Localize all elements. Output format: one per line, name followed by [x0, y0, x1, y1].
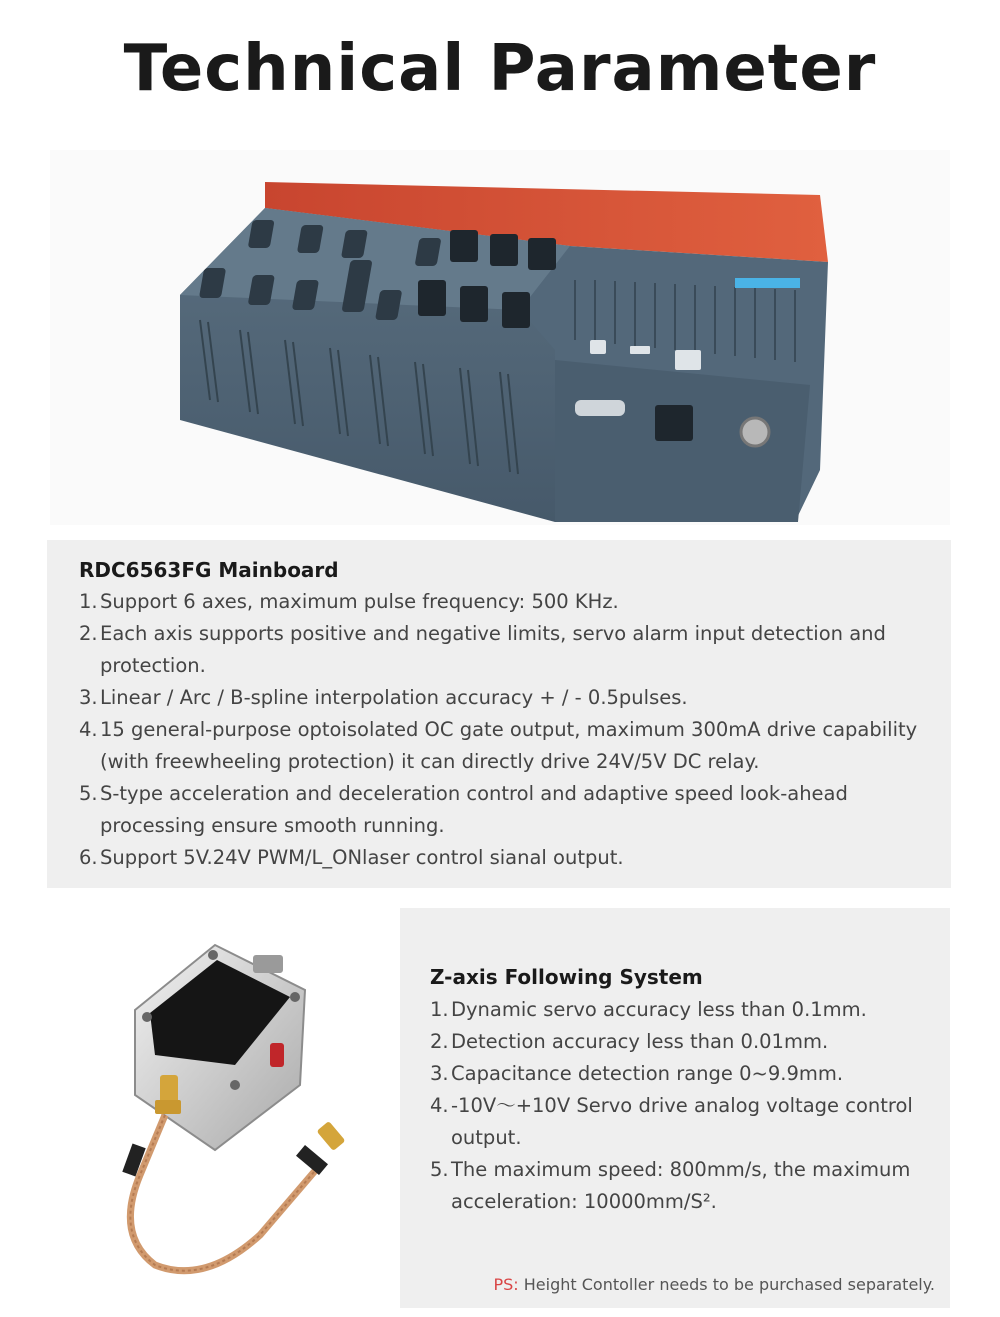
list-item: 3. Capacitance detection range 0~9.9mm.: [430, 1062, 844, 1085]
controller-mainboard-icon: [50, 150, 950, 525]
list-item: 2. Detection accuracy less than 0.01mm.: [430, 1030, 829, 1053]
list-item: 6. Support 5V.24V PWM/L_ONlaser control sianal output.: [79, 846, 624, 869]
list-item: 4. -10V～+10V Servo drive analog voltage control output.: [430, 1094, 913, 1149]
list-item: 5. The maximum speed: 800mm/s, the maximum acceleration: 10000mm/S².: [430, 1158, 911, 1213]
list-item: 1. Dynamic servo accuracy less than 0.1mm.: [430, 998, 867, 1021]
height-sensor-amplifier-icon: [95, 935, 365, 1285]
zaxis-spec-card: [400, 908, 950, 1308]
list-item: 2. Each axis supports positive and negative limits, servo alarm input detection and protection.: [79, 622, 886, 677]
list-item: 1. Support 6 axes, maximum pulse frequency: 500 KHz.: [79, 590, 619, 613]
note-text: Height Contoller needs to be purchased separately.: [518, 1275, 935, 1294]
mainboard-spec-title: RDC6563FG Mainboard: [79, 558, 339, 582]
zaxis-spec-title: Z-axis Following System: [430, 965, 703, 989]
note-prefix: PS:: [493, 1275, 519, 1294]
list-item: 3. Linear / Arc / B-spline interpolation accuracy + / - 0.5pulses.: [79, 686, 688, 709]
mainboard-image-area: [50, 150, 950, 525]
mainboard-spec-list: [79, 586, 929, 874]
mainboard-spec-card: [47, 540, 951, 888]
page-title: Technical Parameter: [123, 32, 877, 106]
zaxis-spec-list: [430, 994, 940, 1218]
list-item: 4. 15 general-purpose optoisolated OC gate output, maximum 300mA drive capability (with freewheeling protection) it can directly drive 24V/5V DC relay.: [79, 718, 918, 773]
purchase-note: [493, 1275, 935, 1294]
list-item: 5. S-type acceleration and deceleration control and adaptive speed look-ahead processing ensure smooth running.: [79, 782, 848, 837]
